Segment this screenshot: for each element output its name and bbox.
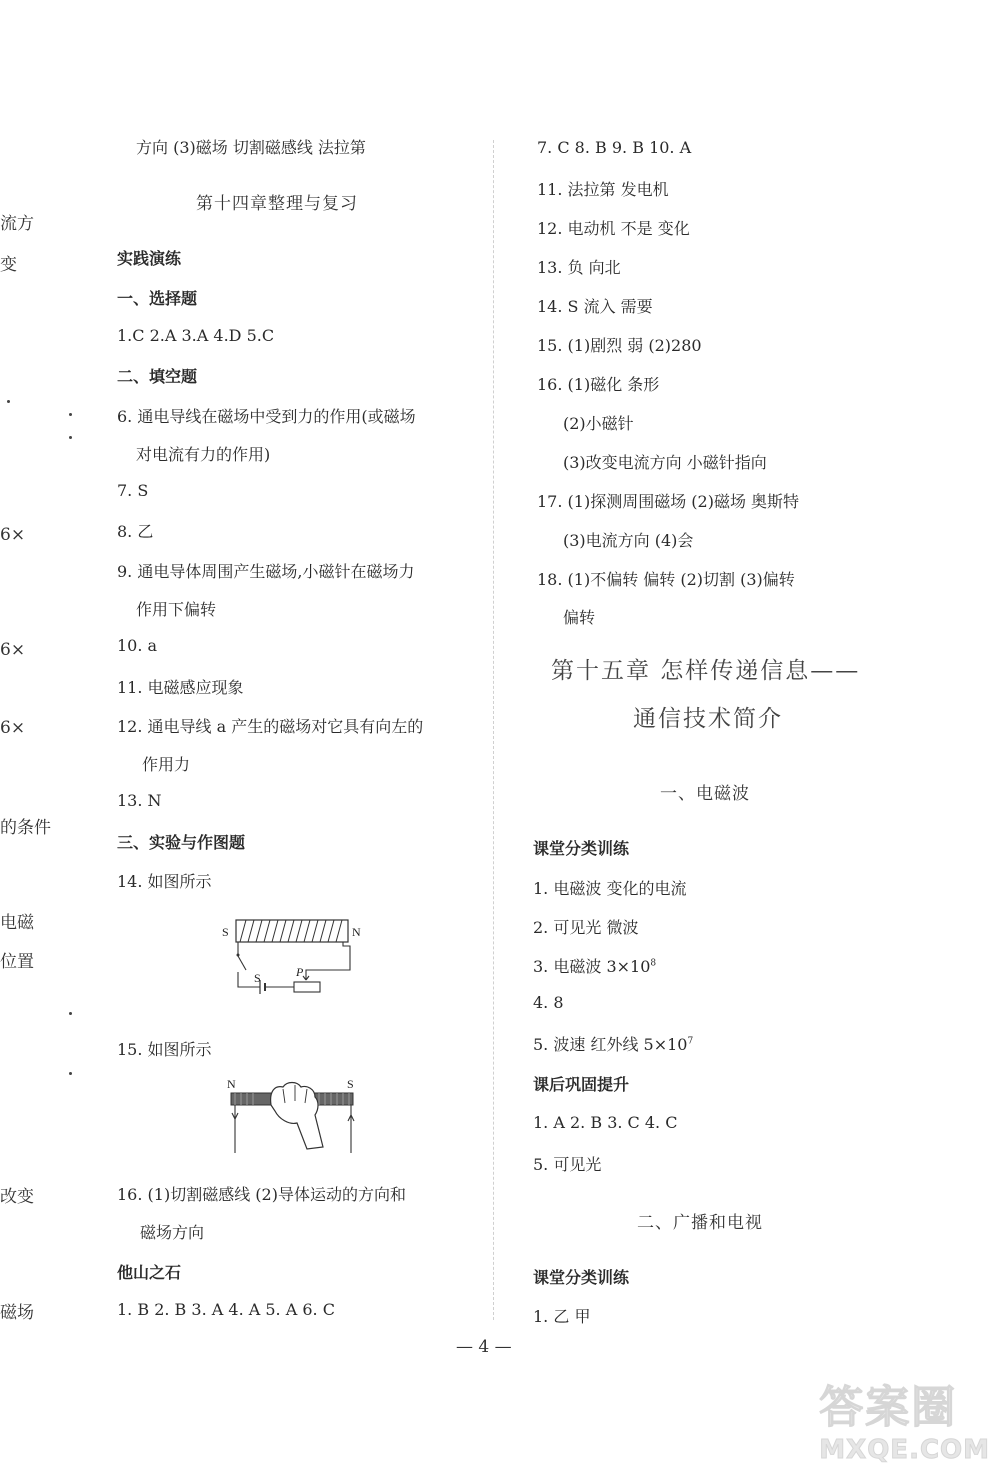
solenoid-circuit-figure	[218, 912, 368, 1012]
answer-line: 1. 电磁波 变化的电流	[533, 879, 687, 898]
section-heading: 二、填空题	[117, 367, 198, 386]
section-heading: 三、实验与作图题	[117, 833, 246, 852]
answer-line: 13. N	[117, 791, 162, 810]
section-heading: 一、选择题	[117, 289, 198, 308]
scan-dot	[69, 1012, 72, 1015]
watermark	[819, 1371, 990, 1465]
answer-line: 1.C 2.A 3.A 4.D 5.C	[117, 326, 275, 345]
answer-line: 11. 电磁感应现象	[117, 678, 244, 697]
answer-line: 15. 如图所示	[117, 1040, 212, 1059]
answer-line: 15. (1)剧烈 弱 (2)280	[537, 336, 702, 355]
answer-line: 6. 通电导线在磁场中受到力的作用(或磁场	[117, 407, 416, 426]
answer-line: 12. 电动机 不是 变化	[537, 219, 690, 238]
scan-dot	[69, 436, 72, 439]
answer-line: 4. 8	[533, 993, 564, 1012]
edge-fragment: 电磁	[0, 913, 34, 933]
answer-line: 1. 乙 甲	[533, 1307, 591, 1326]
scan-dot	[7, 400, 10, 403]
answer-line	[533, 954, 656, 977]
answer-line: 1. B 2. B 3. A 4. A 5. A 6. C	[117, 1300, 335, 1319]
chapter-title: 第十四章整理与复习	[196, 194, 358, 214]
answer-line: 9. 通电导体周围产生磁场,小磁针在磁场力	[117, 562, 415, 581]
answer-line: 10. a	[117, 636, 158, 655]
pole-label: N	[352, 925, 361, 939]
section-heading: 课后巩固提升	[533, 1075, 630, 1094]
page-number: — 4 —	[456, 1337, 512, 1357]
section-title: 二、广播和电视	[637, 1213, 763, 1233]
answer-line: 作用力	[142, 755, 191, 774]
edge-fragment: 的条件	[0, 818, 51, 838]
answer-line: 11. 法拉第 发电机	[537, 180, 669, 199]
section-title: 一、电磁波	[660, 784, 750, 804]
section-heading: 课堂分类训练	[533, 1268, 630, 1287]
pole-label: S	[222, 925, 229, 939]
edge-fragment: 6×	[0, 525, 26, 545]
answer-line: 16. (1)磁化 条形	[537, 375, 660, 394]
exponent: 8	[650, 958, 657, 969]
answer-line: 18. (1)不偏转 偏转 (2)切割 (3)偏转	[537, 570, 795, 589]
pole-label: S	[347, 1077, 354, 1091]
edge-fragment: 磁场	[0, 1303, 34, 1323]
answer-text: 5. 波速 红外线 5×10	[533, 1035, 688, 1054]
scan-dot	[69, 413, 72, 416]
answer-line: 对电流有力的作用)	[136, 445, 271, 464]
answer-line: 14. 如图所示	[117, 872, 212, 891]
edge-fragment: 改变	[0, 1187, 34, 1207]
answer-line: (2)小磁针	[563, 414, 634, 433]
answer-line: (3)改变电流方向 小磁针指向	[563, 453, 767, 472]
hand-icon	[271, 1083, 323, 1150]
answer-line: 7. C 8. B 9. B 10. A	[537, 138, 692, 157]
switch-label: S	[254, 971, 261, 985]
right-hand-rule-figure	[223, 1075, 363, 1160]
edge-fragment: 6×	[0, 640, 26, 660]
chapter-title: 第十五章 怎样传递信息——	[551, 658, 861, 684]
answer-line: 2. 可见光 微波	[533, 918, 639, 937]
pole-label: N	[227, 1077, 236, 1091]
edge-fragment: 流方	[0, 214, 34, 234]
watermark-logo: 答案圈	[819, 1382, 958, 1433]
section-heading: 实践演练	[117, 249, 182, 268]
answer-line: 14. S 流入 需要	[537, 297, 653, 316]
section-heading: 课堂分类训练	[533, 839, 630, 858]
edge-fragment: 变	[0, 255, 17, 275]
column-divider	[493, 140, 494, 1320]
answer-text: 3. 电磁波 3×10	[533, 957, 651, 976]
edge-fragment: 6×	[0, 718, 26, 738]
answer-line: 8. 乙	[117, 522, 154, 541]
answer-line	[533, 1032, 693, 1055]
answer-line: 作用下偏转	[136, 600, 217, 619]
coil-windings	[240, 920, 342, 942]
answer-line: 磁场方向	[140, 1223, 205, 1242]
scan-dot	[69, 1072, 72, 1075]
chapter-subtitle: 通信技术简介	[633, 706, 783, 732]
answer-line: 7. S	[117, 481, 149, 500]
answer-line: 偏转	[563, 608, 596, 627]
answer-line: 13. 负 向北	[537, 258, 621, 277]
answer-line: (3)电流方向 (4)会	[563, 531, 694, 550]
answer-line: 1. A 2. B 3. C 4. C	[533, 1113, 678, 1132]
answer-line: 5. 可见光	[533, 1155, 602, 1174]
answer-line: 16. (1)切割磁感线 (2)导体运动的方向和	[117, 1185, 406, 1204]
answer-line: 12. 通电导线 a 产生的磁场对它具有向左的	[117, 717, 424, 736]
answer-line: 17. (1)探测周围磁场 (2)磁场 奥斯特	[537, 492, 800, 511]
slider-label: P	[296, 965, 304, 979]
edge-fragment: 位置	[0, 952, 34, 972]
section-heading: 他山之石	[117, 1263, 182, 1282]
watermark-url: MXQE.COM	[819, 1435, 990, 1465]
exponent: 7	[687, 1036, 694, 1047]
answer-line: 方向 (3)磁场 切割磁感线 法拉第	[136, 138, 366, 157]
